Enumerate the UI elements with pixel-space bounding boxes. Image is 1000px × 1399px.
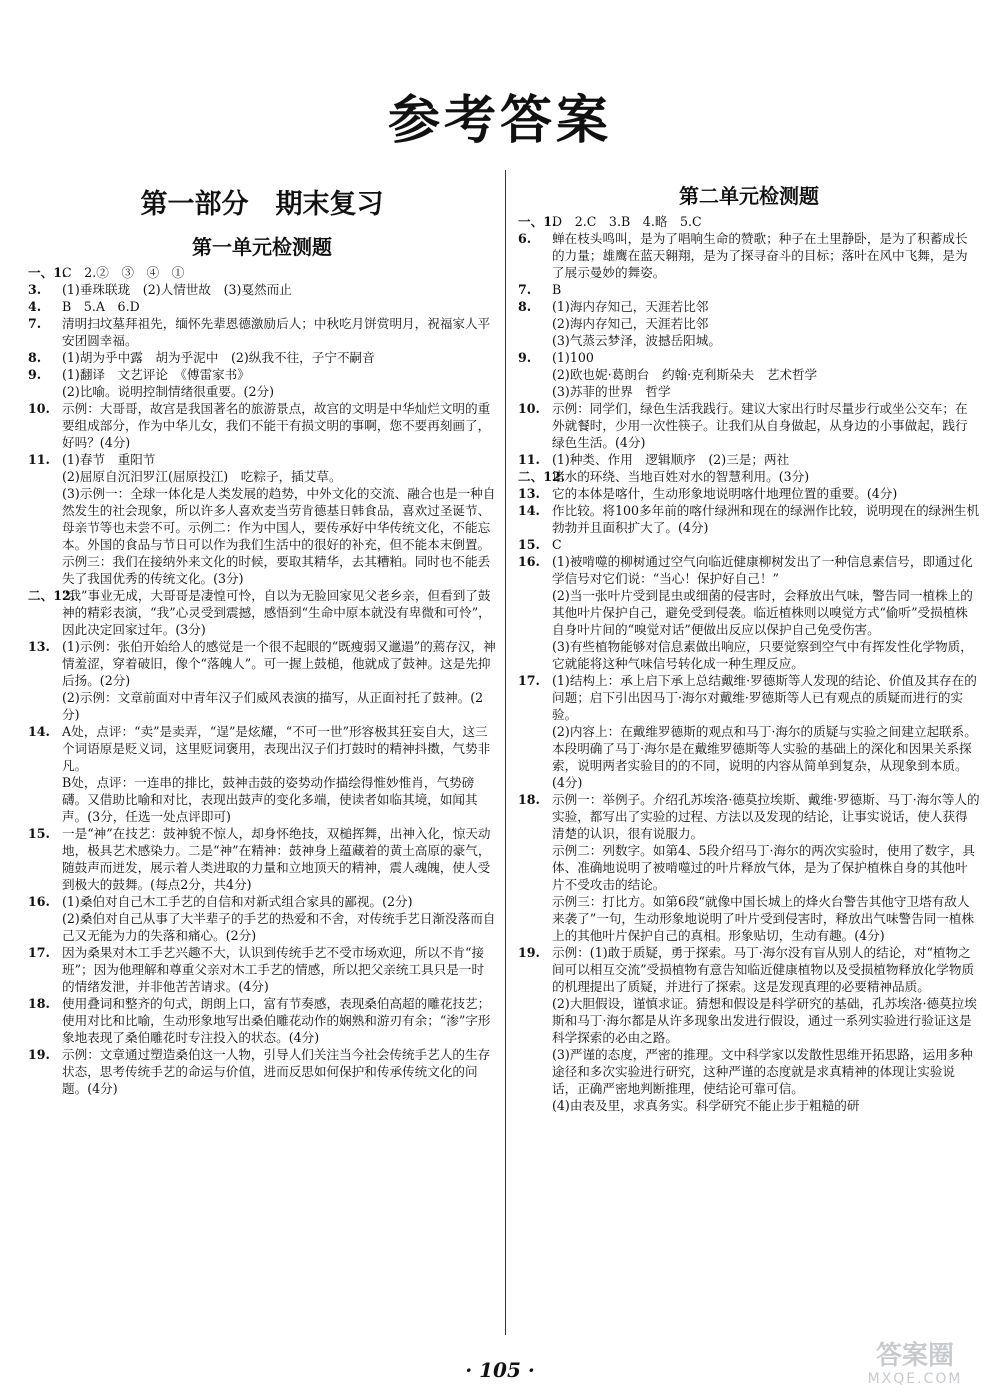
answer-paragraph: 它的本体是喀什，生动形象地说明喀什地理位置的重要。(4分) xyxy=(552,486,898,501)
question-number: 二、12. xyxy=(28,588,76,603)
question-number: 10. xyxy=(28,401,50,416)
answer-paragraph: 示例：同学们，绿色生活我践行。建议大家出行时尽量步行或坐公交车；在外就餐时，少用一次性筷子。让我们从自身做起，从身边的小事做起，践行绿色生活。(4分) xyxy=(552,401,968,450)
question-number: 4. xyxy=(28,299,42,314)
answer-paragraph: 蝉在枝头鸣叫，是为了唱响生命的赞歌；种子在土里静卧，是为了积蓄成长的力量；雄鹰在蓝天翱翔，是为了探寻奋斗的目标；落叶在风中飞舞，是为了展示曼妙的舞姿。 xyxy=(552,231,968,280)
answer-paragraph: A处，点评：“卖”是卖弄，“逞”是炫耀，“不可一世”形容极其狂妄自大，这三个词语原是贬义词，这里贬词褒用，表现出汉子们打鼓时的精神抖擞，气势非凡。 xyxy=(62,724,491,773)
question-number: 9. xyxy=(28,367,42,382)
question-number: 16. xyxy=(518,554,540,569)
answer-paragraph: (2)屈原自沉汨罗江(屈原投江) 吃粽子，插艾草。 xyxy=(62,469,342,484)
question-number: 9. xyxy=(518,350,532,365)
answer-text xyxy=(62,315,496,349)
question-number: 二、12. xyxy=(518,469,566,484)
answer-paragraph: (1)垂珠联珑 (2)人情世故 (3)戛然而止 xyxy=(62,282,292,297)
answer-paragraph: (2)内容上：在戴维罗德斯的观点和马丁·海尔的质疑与实验之间建立起联系。本段明确了马丁·海尔是在戴维罗德斯等人实验的基础上的深化和因果关系探索，说明两者实验目的的不同，说明的内容从简单到复杂，从现象到本质。(4分) xyxy=(552,724,977,790)
answer-text xyxy=(552,791,980,944)
answer-item xyxy=(518,536,980,553)
question-number: 19. xyxy=(28,1047,50,1062)
answer-text xyxy=(552,672,980,791)
answer-paragraph: C xyxy=(552,537,562,552)
page-number: · 105 · xyxy=(465,1358,535,1382)
question-number: 13. xyxy=(28,639,50,654)
answer-item xyxy=(28,451,496,587)
answer-paragraph: (3)示例一：全球一体化是人类发展的趋势，中外文化的交流、融合也是一种自然发生的社会现象，所以许多人喜欢麦当劳肯德基日韩食品，喜欢过圣诞节、母亲节等也未尝不可。示例二：作为中国人，要传承好中华传统文化，不能忘本。外国的食品与节日可以作为我们生活中的很好的补充，但不能本末倒置。示例三：我们在接纳外来文化的时候，要取其精华，去其糟粕。同时也不能丢失了我国优秀的传统文化。(3分) xyxy=(62,486,496,586)
answer-text xyxy=(552,349,980,400)
answer-item xyxy=(28,995,496,1046)
answer-paragraph: (1)春节 重阳节 xyxy=(62,452,156,467)
question-number: 17. xyxy=(28,945,50,960)
answer-item xyxy=(28,264,496,281)
question-number: 13. xyxy=(518,486,540,501)
answer-item xyxy=(28,366,496,400)
answer-text xyxy=(62,264,496,281)
answer-item xyxy=(28,1046,496,1097)
answer-paragraph: 示例：(1)敢于质疑，勇于探索。马丁·海尔没有盲从别人的结论，对“植物之间可以相互交流”受损植物有意告知临近健康植物以及受损植物释放化学物质的机理提出了质疑，并进行了探索。这是发现真理的必要精神品质。 xyxy=(552,945,975,994)
question-number: 14. xyxy=(518,503,540,518)
answer-paragraph: (1)翻译 文艺评论 《傅雷家书》 xyxy=(62,367,250,382)
answer-text xyxy=(62,995,496,1046)
answer-text xyxy=(552,485,980,502)
answer-text xyxy=(62,825,496,893)
answer-paragraph: (1)海内存知己，天涯若比邻 xyxy=(552,299,709,314)
question-number: 18. xyxy=(518,792,540,807)
answer-paragraph: (1)结构上：承上启下承上总结戴维·罗德斯等人发现的结论、价值及其存在的问题；启下引出因马丁·海尔对戴维·罗德斯等人已有观点的质疑而进行的实验。 xyxy=(552,673,977,722)
question-number: 7. xyxy=(28,316,42,331)
answer-paragraph: “我”事业无成，大哥哥是凄惶可怜，自以为无脸回家见父老乡亲，但看到了鼓神的精彩表演，“我”心灵受到震撼，感悟到“生命中原本就没有卑微和可怜”，因此决定回家过年。(3分) xyxy=(62,588,491,637)
question-number: 11. xyxy=(28,452,50,467)
question-number: 3. xyxy=(28,282,42,297)
answer-item xyxy=(518,400,980,451)
answer-text xyxy=(62,638,496,723)
answer-paragraph: (1)桑伯对自己木工手艺的自信和对新式组合家具的鄙视。(2分) xyxy=(62,894,413,909)
answer-paragraph: (2)桑伯对自己从事了大半辈子的手艺的热爱和不舍，对传统手艺日渐没落而自己又无能为力的失落和痛心。(2分) xyxy=(62,911,496,943)
question-number: 10. xyxy=(518,401,540,416)
answer-item xyxy=(28,281,496,298)
answer-item xyxy=(28,587,496,638)
question-number: 一、1. xyxy=(518,214,557,229)
answer-paragraph: 因为桑果对木工手艺兴趣不大，认识到传统手艺不受市场欢迎，所以不肯“接班”；因为他理解和尊重父亲对木工手艺的情感，所以把父亲统工具只是一时的情绪发泄，并非他苦苦请求。(4分) xyxy=(62,945,485,994)
answer-item xyxy=(28,400,496,451)
question-number: 一、1. xyxy=(28,265,67,280)
answer-text xyxy=(62,349,496,366)
question-number: 8. xyxy=(518,299,532,314)
answer-paragraph: (3)苏菲的世界 哲学 xyxy=(552,384,671,399)
answer-paragraph: 示例一：举例子。介绍孔苏埃洛·德莫拉埃斯、戴维·罗德斯、马丁·海尔等人的实验，都写出了实验的过程、方法以及发现的结论，让事实说话，使人获得清楚的认识，很有说服力。 xyxy=(552,792,980,841)
answer-item xyxy=(28,723,496,825)
answer-paragraph: (3)有些植物能够对信息素做出响应，只要觉察到空气中有挥发性化学物质，它就能将这种气味信号转化成一种生理反应。 xyxy=(552,639,973,671)
answer-paragraph: (4)由表及里，求真务实。科学研究不能止步于粗糙的研 xyxy=(552,1098,860,1113)
question-number: 17. xyxy=(518,673,540,688)
answer-paragraph: C 2.② ③ ④ ① xyxy=(62,265,185,280)
answer-text xyxy=(552,213,980,230)
answer-text xyxy=(62,944,496,995)
answer-paragraph: (3)气蒸云梦泽，波撼岳阳城。 xyxy=(552,333,721,348)
answer-text xyxy=(62,587,496,638)
answer-paragraph: 示例二：列数字。如第4、5段介绍马丁·海尔的两次实验时，使用了数字，具体、准确地说明了被啃噬过的叶片释放气体，是为了保护植株自身的其他叶片不受攻击的结论。 xyxy=(552,843,976,892)
answer-item xyxy=(28,315,496,349)
answer-paragraph: B处，点评：一连串的排比，鼓神击鼓的姿势动作描绘得惟妙惟肖，气势磅礴。又借助比喻和对比，表现出鼓声的变化多端，使读者如临其境，如闻其声。(3分，任选一处点评即可) xyxy=(62,775,478,824)
question-number: 14. xyxy=(28,724,50,739)
question-number: 15. xyxy=(518,537,540,552)
answer-text xyxy=(552,400,980,451)
answer-item xyxy=(518,451,980,468)
answer-paragraph: (1)被啃噬的柳树通过空气向临近健康柳树发出了一种信息素信号，即通过化学信号对它们说：“当心！保护好自己！” xyxy=(552,554,973,586)
section-title-unit-2: 第二单元检测题 xyxy=(679,184,819,208)
answer-text xyxy=(62,893,496,944)
answer-paragraph: B xyxy=(552,282,562,297)
answer-paragraph: (3)严谨的态度，严密的推理。文中科学家以发散性思维开拓思路，运用多种途径和多次实验进行研究，这种严谨的态度就是求真精神的体现让实验说话，正确严密地判断推理，使结论可靠可信。 xyxy=(552,1047,973,1096)
left-column xyxy=(28,170,496,1350)
answer-paragraph: 示例：大哥哥，故宫是我国著名的旅游景点，故宫的文明是中华灿烂文明的重要组成部分，作为中华儿女，我们不能干有损文明的事啊，您不要再刻画了，好吗？(4分) xyxy=(62,401,491,450)
answer-paragraph: (2)大胆假设，谨慎求证。猜想和假设是科学研究的基础，孔苏埃洛·德莫拉埃斯和马丁·海尔都是从许多现象出发进行假设，通过一系列实验进行验证这是科学探索的必由之路。 xyxy=(552,996,977,1045)
answer-paragraph: (1)种类、作用 逻辑顺序 (2)三是；两社 xyxy=(552,452,790,467)
answer-paragraph: D 2.C 3.B 4.略 5.C xyxy=(552,214,702,229)
question-number: 15. xyxy=(28,826,50,841)
answer-item xyxy=(28,298,496,315)
answer-text xyxy=(552,468,980,485)
answer-text xyxy=(552,553,980,672)
answer-item xyxy=(518,468,980,485)
answer-item xyxy=(518,213,980,230)
answer-text xyxy=(62,1046,496,1097)
question-number: 6. xyxy=(518,231,532,246)
answer-list-unit-2 xyxy=(518,213,980,1114)
answer-item xyxy=(518,672,980,791)
answer-text xyxy=(552,298,980,349)
answer-paragraph: 一是“神”在技艺：鼓神貌不惊人，却身怀绝技，双槌挥舞，出神入化，惊天动地，极具艺术感染力。二是“神”在精神：鼓神身上蕴藏着的黄土高原的豪气，随鼓声而迸发，展示着人类进取的力量和立地顶天的精神，震人魂魄，使人受到极大的鼓舞。(每点2分，共4分) xyxy=(62,826,491,892)
question-number: 16. xyxy=(28,894,50,909)
answer-paragraph: (2)比喻。说明控制情绪很重要。(2分) xyxy=(62,384,274,399)
answer-item xyxy=(28,349,496,366)
answer-item xyxy=(518,485,980,502)
answer-paragraph: 清明扫坟墓拜祖先，缅怀先辈恩德激励后人；中秋吃月饼赏明月，祝福家人平安团圆幸福。 xyxy=(62,316,491,348)
answer-paragraph: (2)当一张叶片受到昆虫或细菌的侵害时，会释放出气味，警告同一植株上的其他叶片保护自己，避免受到侵袭。临近植株则以嗅觉方式“偷听”受损植株自身叶片间的“嗅觉对话”便做出反应以保护自己免受伤害。 xyxy=(552,588,973,637)
answer-item xyxy=(28,638,496,723)
answer-list-unit-1 xyxy=(28,264,496,1097)
answer-paragraph: B 5.A 6.D xyxy=(62,299,140,314)
answer-item xyxy=(518,502,980,536)
answer-paragraph: (2)示例：文章前面对中青年汉子们威风表演的描写，从正面衬托了鼓神。(2分) xyxy=(62,690,484,722)
answer-item xyxy=(518,230,980,281)
answer-text xyxy=(552,502,980,536)
answer-text xyxy=(62,451,496,587)
answer-text xyxy=(552,451,980,468)
answer-item xyxy=(518,944,980,1114)
answer-item xyxy=(518,298,980,349)
watermark-text: 答案圈 xyxy=(875,1341,954,1371)
part-title: 第一部分 期末复习 xyxy=(140,189,384,220)
column-divider xyxy=(505,170,506,1335)
page-title: 参考答案 xyxy=(387,91,612,151)
answer-text xyxy=(552,944,980,1114)
section-title-unit-1: 第一单元检测题 xyxy=(192,235,332,259)
answer-text xyxy=(62,298,496,315)
answer-text xyxy=(62,723,496,825)
answer-item xyxy=(518,281,980,298)
answer-paragraph: (2)欧也妮·葛朗台 约翰·克利斯朵夫 艺术哲学 xyxy=(552,367,818,382)
watermark-url: MXQE.COM xyxy=(867,1371,963,1387)
answer-paragraph: 示例三：打比方。如第6段“就像中国长城上的烽火台警告其他守卫塔有敌人来袭了”一句，生动形象地说明了叶片受到侵害时，释放出气味警告同一植株上的其他叶片保护自己的真相。形象贴切，生动有趣。(4分) xyxy=(552,894,975,943)
answer-paragraph: 示例：文章通过塑造桑伯这一人物，引导人们关注当今社会传统手艺人的生存状态，思考传统手艺的命运与价值，进而反思如何保护和传承传统文化的问题。(4分) xyxy=(62,1047,491,1096)
answer-text xyxy=(62,366,496,400)
answer-item xyxy=(28,893,496,944)
answer-item xyxy=(28,944,496,995)
answer-text xyxy=(552,230,980,281)
question-number: 18. xyxy=(28,996,50,1011)
answer-paragraph: (1)示例：张伯开始给人的感觉是一个很不起眼的“既瘦弱又邋遢”的蔫存汉，神情羞涩，穿着破旧，像个“落魄人”。可一握上鼓槌，他就成了鼓神。这是先抑后扬。(2分) xyxy=(62,639,496,688)
question-number: 7. xyxy=(518,282,532,297)
answer-text xyxy=(552,536,980,553)
answer-paragraph: 使用叠词和整齐的句式，朗朗上口，富有节奏感，表现桑伯高超的雕花技艺；使用对比和比喻，生动形象地写出桑伯雕花动作的娴熟和游刃有余；“渗”字形象地表现了桑伯雕花时专注投入的状态。(4分) xyxy=(62,996,491,1045)
question-number: 19. xyxy=(518,945,540,960)
watermark-logo xyxy=(840,1341,990,1391)
answer-paragraph: (1)100 xyxy=(552,350,594,365)
answer-paragraph: 作比较。将100多年前的喀什绿洲和现在的绿洲作比较，说明现在的绿洲生机勃勃并且面积扩大了。(4分) xyxy=(552,503,980,535)
answer-paragraph: (1)胡为乎中露 胡为乎泥中 (2)纵我不往，子宁不嗣音 xyxy=(62,350,375,365)
answer-text xyxy=(62,400,496,451)
answer-item xyxy=(518,349,980,400)
answer-paragraph: 诸水的环绕、当地百姓对水的智慧利用。(3分) xyxy=(552,469,810,484)
answer-text xyxy=(552,281,980,298)
answer-item xyxy=(518,791,980,944)
question-number: 11. xyxy=(518,452,540,467)
answer-text xyxy=(62,281,496,298)
answer-item xyxy=(518,553,980,672)
answer-item xyxy=(28,825,496,893)
answer-paragraph: (2)海内存知己，天涯若比邻 xyxy=(552,316,709,331)
right-column xyxy=(518,170,980,1350)
question-number: 8. xyxy=(28,350,42,365)
